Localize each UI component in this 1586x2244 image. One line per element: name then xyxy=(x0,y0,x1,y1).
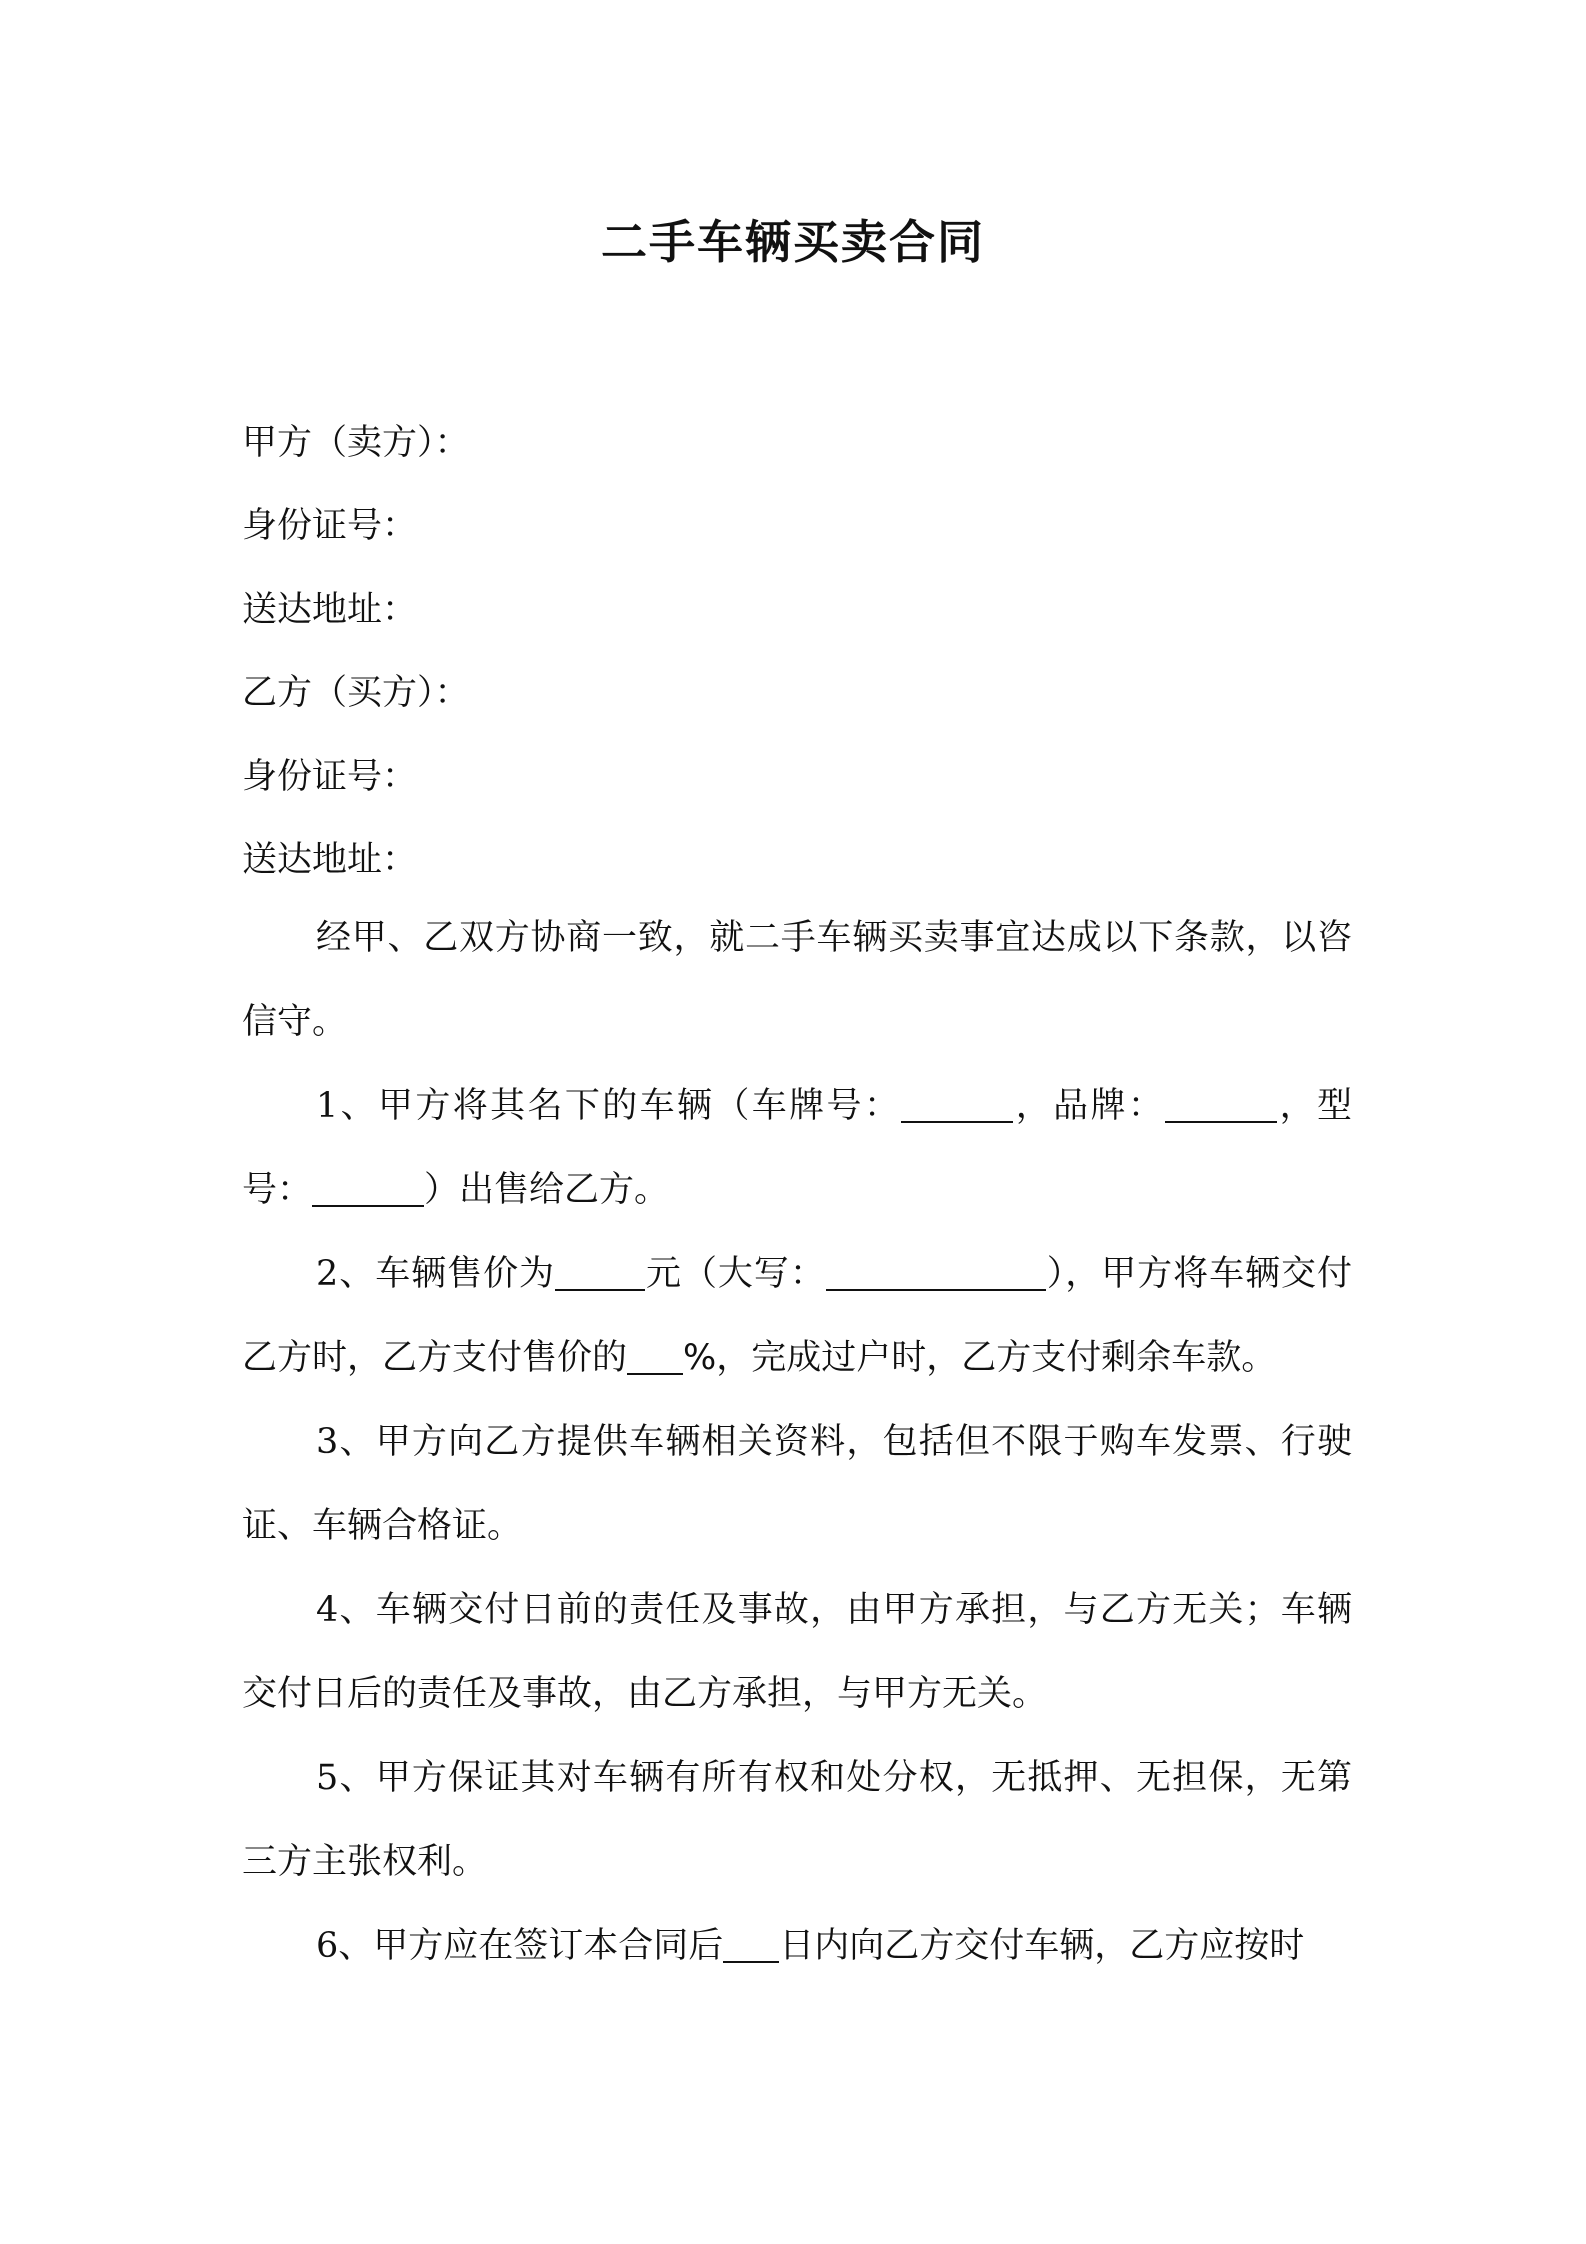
clause-text: 、车辆售价为 xyxy=(338,1254,556,1294)
clause-text: 、甲方向乙方提供车辆相关资料，包括但不限于购车发票、行驶证、车辆合格证。 xyxy=(242,1422,1352,1546)
clause-text: ）出售给乙方。 xyxy=(424,1170,670,1210)
party-b-address-field: 送达地址： xyxy=(242,840,418,880)
price-blank[interactable] xyxy=(555,1251,645,1291)
model-blank[interactable] xyxy=(312,1167,424,1207)
contract-body xyxy=(242,896,1352,1988)
clause-text: 、甲方保证其对车辆有所有权和处分权，无抵押、无担保，无第三方主张权利。 xyxy=(242,1758,1352,1882)
clause-number: 5 xyxy=(316,1758,339,1798)
clause-number: 2 xyxy=(316,1254,339,1294)
clause-text: ，型号： xyxy=(242,1086,1352,1210)
clause-4 xyxy=(242,1568,1352,1736)
preamble-paragraph: 经甲、乙双方协商一致，就二手车辆买卖事宜达成以下条款，以咨信守。 xyxy=(242,918,1352,1042)
clause-number: 6 xyxy=(316,1926,339,1966)
party-a-id-field: 身份证号： xyxy=(242,506,418,546)
days-blank[interactable] xyxy=(723,1923,779,1963)
clause-text: 元（大写： xyxy=(645,1254,826,1294)
clause-6 xyxy=(242,1904,1352,1988)
clause-text: 、车辆交付日前的责任及事故，由甲方承担，与乙方无关；车辆交付日后的责任及事故，由乙方承担，与甲方无关。 xyxy=(242,1590,1352,1714)
clause-text: 日内向乙方交付车辆，乙方应按时 xyxy=(779,1926,1305,1966)
clause-text: ），甲方将车辆交付乙方时，乙方支付售价的 xyxy=(242,1254,1352,1378)
party-a-address-field: 送达地址： xyxy=(242,590,418,630)
clause-number: 4 xyxy=(316,1590,339,1630)
contract-title: 二手车辆买卖合同 xyxy=(601,215,985,269)
clause-text: %，完成过户时，乙方支付剩余车款。 xyxy=(683,1338,1277,1378)
clause-text: 、甲方应在签订本合同后 xyxy=(338,1926,724,1966)
clause-text: ，品牌： xyxy=(1013,1086,1166,1126)
party-b-id-field: 身份证号： xyxy=(242,757,418,797)
clause-3 xyxy=(242,1400,1352,1568)
clause-text: 、甲方将其名下的车辆（车牌号： xyxy=(338,1086,902,1126)
clause-number: 1 xyxy=(316,1086,339,1126)
clause-number: 3 xyxy=(316,1422,339,1462)
price-uppercase-blank[interactable] xyxy=(826,1251,1046,1291)
brand-blank[interactable] xyxy=(1165,1083,1277,1123)
percentage-blank[interactable] xyxy=(627,1335,683,1375)
party-b-name-field: 乙方（买方）： xyxy=(242,673,470,713)
clause-1 xyxy=(242,1064,1352,1232)
plate-number-blank[interactable] xyxy=(901,1083,1013,1123)
clause-5 xyxy=(242,1736,1352,1904)
party-a-name-field: 甲方（卖方）： xyxy=(242,423,470,463)
clause-2 xyxy=(242,1232,1352,1400)
